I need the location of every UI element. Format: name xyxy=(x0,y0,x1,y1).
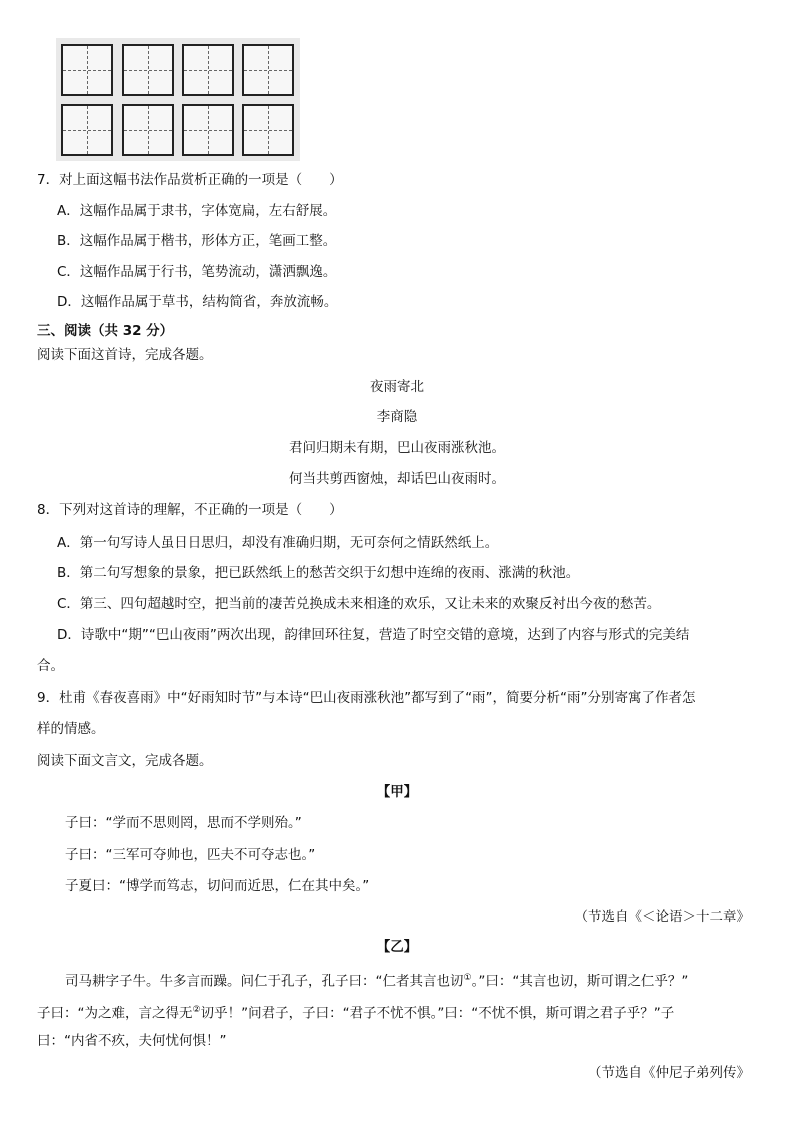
section-title: 三、阅读（共 32 分） xyxy=(37,323,174,339)
footnote-marker: ② xyxy=(192,1005,201,1015)
poem-title: 夜雨寄北 xyxy=(370,379,424,395)
q9-stem-line2: 样的情感。 xyxy=(37,721,105,737)
grid-cell xyxy=(182,44,234,96)
q7-option-a: A．这幅作品属于隶书，字体宽扁，左右舒展。 xyxy=(57,203,337,219)
passage-yi-source: （节选自《仲尼子弟列传》 xyxy=(588,1065,750,1081)
passage-jia-source: （节选自《＜论语＞十二章》 xyxy=(574,909,750,925)
q8-option-d-continued: 合。 xyxy=(37,658,64,674)
grid-cell xyxy=(242,104,294,156)
grid-cell xyxy=(122,44,174,96)
passage-jia-line: 子夏曰：“博学而笃志，切问而近思，仁在其中矣。” xyxy=(65,878,370,894)
q8-stem: 8．下列对这首诗的理解，不正确的一项是（ ） xyxy=(37,502,343,518)
q7-option-c: C．这幅作品属于行书，笔势流动，潇洒飘逸。 xyxy=(57,264,337,280)
grid-cell xyxy=(61,44,113,96)
grid-cell xyxy=(61,104,113,156)
grid-cell xyxy=(122,104,174,156)
passage-yi-text: 。”曰：“其言也讱，斯可谓之仁乎？” xyxy=(471,973,689,990)
q7-option-b: B．这幅作品属于楷书，形体方正，笔画工整。 xyxy=(57,233,337,249)
passage-yi-line3: 曰：“内省不疚，夫何忧何惧！” xyxy=(37,1033,227,1049)
poem-line: 君问归期未有期，巴山夜雨涨秋池。 xyxy=(289,440,505,456)
passage-jia-line: 子曰：“学而不思则罔，思而不学则殆。” xyxy=(65,815,302,831)
grid-cell xyxy=(242,44,294,96)
passage-yi-text: 子曰：“为之难，言之得无 xyxy=(37,1005,193,1022)
q8-option-b: B．第二句写想象的景象，把已跃然纸上的愁苦交织于幻想中连绵的夜雨、涨满的秋池。 xyxy=(57,565,580,581)
q8-option-d: D．诗歌中“期”“巴山夜雨”两次出现，韵律回环往复，营造了时空交错的意境，达到了内容与形式的完美结 xyxy=(57,627,690,643)
calligraphy-grid-image xyxy=(56,38,300,161)
passage-jia-title: 【甲】 xyxy=(376,784,418,800)
passage-yi-title: 【乙】 xyxy=(376,939,418,955)
q7-option-d: D．这幅作品属于草书，结构简省，奔放流畅。 xyxy=(57,294,338,310)
passage-yi-line2 xyxy=(37,1000,674,1024)
poem-line: 何当共剪西窗烛，却话巴山夜雨时。 xyxy=(289,471,505,487)
passage-yi-line1 xyxy=(65,968,688,992)
footnote-marker: ① xyxy=(463,973,472,983)
classical-intro: 阅读下面文言文，完成各题。 xyxy=(37,753,213,769)
poem-author: 李商隐 xyxy=(376,409,418,425)
poem-intro: 阅读下面这首诗，完成各题。 xyxy=(37,347,213,363)
q9-stem-line1: 9．杜甫《春夜喜雨》中“好雨知时节”与本诗“巴山夜雨涨秋池”都写到了“雨”，简要分析“雨”分别寄寓了作者怎 xyxy=(37,690,696,706)
passage-yi-text: 司马耕字子牛。牛多言而躁。问仁于孔子，孔子曰：“仁者其言也讱 xyxy=(65,973,464,990)
q8-option-a: A．第一句写诗人虽日日思归，却没有准确归期，无可奈何之情跃然纸上。 xyxy=(57,535,499,551)
grid-cell xyxy=(182,104,234,156)
passage-yi-text: 讱乎！”问君子，子曰：“君子不忧不惧。”曰：“不忧不惧，斯可谓之君子乎？”子 xyxy=(200,1005,675,1022)
q8-option-c: C．第三、四句超越时空，把当前的凄苦兑换成未来相逢的欢乐，又让未来的欢聚反衬出今夜的愁苦。 xyxy=(57,596,661,612)
passage-jia-line: 子曰：“三军可夺帅也，匹夫不可夺志也。” xyxy=(65,847,316,863)
q7-stem: 7．对上面这幅书法作品赏析正确的一项是（ ） xyxy=(37,172,343,188)
